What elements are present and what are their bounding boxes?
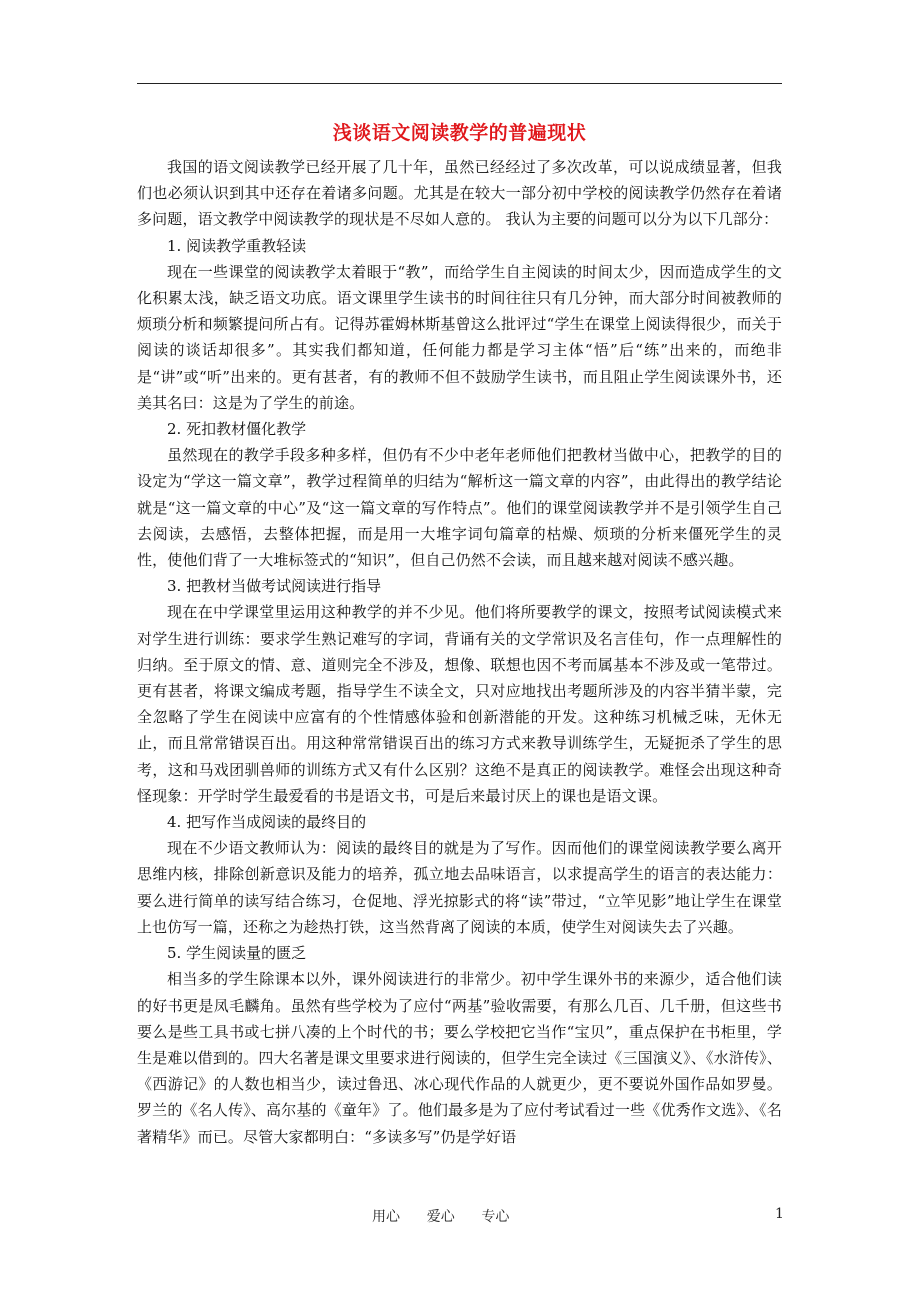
section-body-2: 虽然现在的教学手段多种多样，但仍有不少中老年老师他们把教材当做中心，把教学的目的设定为“学这一篇文章”，教学过程简单的归结为“解析这一篇文章的内容”，由此得出的教学结论就是“这一篇文章的中心”及“这一篇文章的写作特点”。他们的课堂阅读教学并不是引领学生自己去阅读，去感悟，去整体把握，而是用一大堆字词句篇章的枯燥、烦琐的分析来僵死学生的灵性，使他们背了一大堆标签式的“知识”，但自己仍然不会读，而且越来越对阅读不感兴趣。 <box>137 446 782 570</box>
section-body-5: 相当多的学生除课本以外，课外阅读进行的非常少。初中学生课外书的来源少，适合他们读的好书更是凤毛麟角。虽然有些学校为了应付“两基”验收需要，有那么几百、几千册，但这些书要么是些工具书或七拼八凑的上个时代的书；要么学校把它当作“宝贝”，重点保护在书柜里，学生是难以借到的。四大名著是课文里要求进行阅读的，但学生完全读过《三国演义》、《水浒传》、《西游记》的人数也相当少，读过鲁迅、冰心现代作品的人就更少，更不要说外国作品如罗曼。罗兰的《名人传》、高尔基的《童年》了。他们最多是为了应付考试看过一些《优秀作文选》、《名著精华》而已。尽管大家都明白：“多读多写”仍是学好语 <box>137 970 782 1146</box>
page-number: 1 <box>775 1206 784 1222</box>
section-heading-3: 3. 把教材当做考试阅读进行指导 <box>167 577 382 596</box>
intro-paragraph: 我国的语文阅读教学已经开展了几十年，虽然已经经过了多次改革，可以说成绩显著，但我们也必须认识到其中还存在着诸多问题。尤其是在较大一部分初中学校的阅读教学仍然存在着诸多问题，语文教学中阅读教学的现状是不尽如人意的。 我认为主要的问题可以分为以下几部分： <box>137 158 782 229</box>
section-heading-5: 5. 学生阅读量的匮乏 <box>167 944 307 963</box>
section-heading-1: 1. 阅读教学重教轻读 <box>167 236 307 255</box>
page-footer <box>0 1206 920 1226</box>
document-title: 浅谈语文阅读教学的普遍现状 <box>332 122 587 144</box>
section-body-4: 现在不少语文教师认为：阅读的最终目的就是为了写作。因而他们的课堂阅读教学要么离开思维内核，排除创新意识及能力的培养，孤立地去品味语言，以求提高学生的语言的表达能力：要么进行简单的读写结合练习，仓促地、浮光掠影式的将“读”带过，“立竿见影”地让学生在课堂上也仿写一篇，还称之为趁热打铁，这当然背离了阅读的本质，使学生对阅读失去了兴趣。 <box>137 839 782 936</box>
footer-motto: 用心 爱心 专心 <box>372 1209 510 1225</box>
document-page <box>137 118 782 1150</box>
section-heading-4: 4. 把写作当成阅读的最终目的 <box>167 813 367 832</box>
section-body-1: 现在一些课堂的阅读教学太着眼于“教”，而给学生自主阅读的时间太少，因而造成学生的文化积累太浅，缺乏语文功底。语文课里学生读书的时间往往只有几分钟，而大部分时间被教师的烦琐分析和频繁提问所占有。记得苏霍姆林斯基曾这么批评过“学生在课堂上阅读得很少，而关于阅读的谈话却很多”。其实我们都知道，任何能力都是学习主体“悟”后“练”出来的，而绝非是“讲”或“听”出来的。更有甚者，有的教师不但不鼓励学生读书，而且阻止学生阅读课外书，还美其名曰：这是为了学生的前途。 <box>137 262 782 412</box>
section-body-3: 现在在中学课堂里运用这种教学的并不少见。他们将所要教学的课文，按照考试阅读模式来对学生进行训练：要求学生熟记难写的字词，背诵有关的文学常识及名言佳句，作一点理解性的归纳。至于原文的情、意、道则完全不涉及，想像、联想也因不考而属基本不涉及或一笔带过。更有甚者，将课文编成考题，指导学生不读全文，只对应地找出考题所涉及的内容半猜半蒙，完全忽略了学生在阅读中应富有的个性情感体验和创新潜能的开发。这种练习机械乏味，无休无止，而且常常错误百出。用这种常常错误百出的练习方式来教导训练学生，无疑扼杀了学生的思考，这和马戏团驯兽师的训练方式又有什么区别？这绝不是真正的阅读教学。难怪会出现这种奇怪现象：开学时学生最爱看的书是语文书，可是后来最讨厌上的课也是语文课。 <box>137 603 782 805</box>
section-heading-2: 2. 死扣教材僵化教学 <box>167 420 307 439</box>
header-rule <box>137 83 782 84</box>
